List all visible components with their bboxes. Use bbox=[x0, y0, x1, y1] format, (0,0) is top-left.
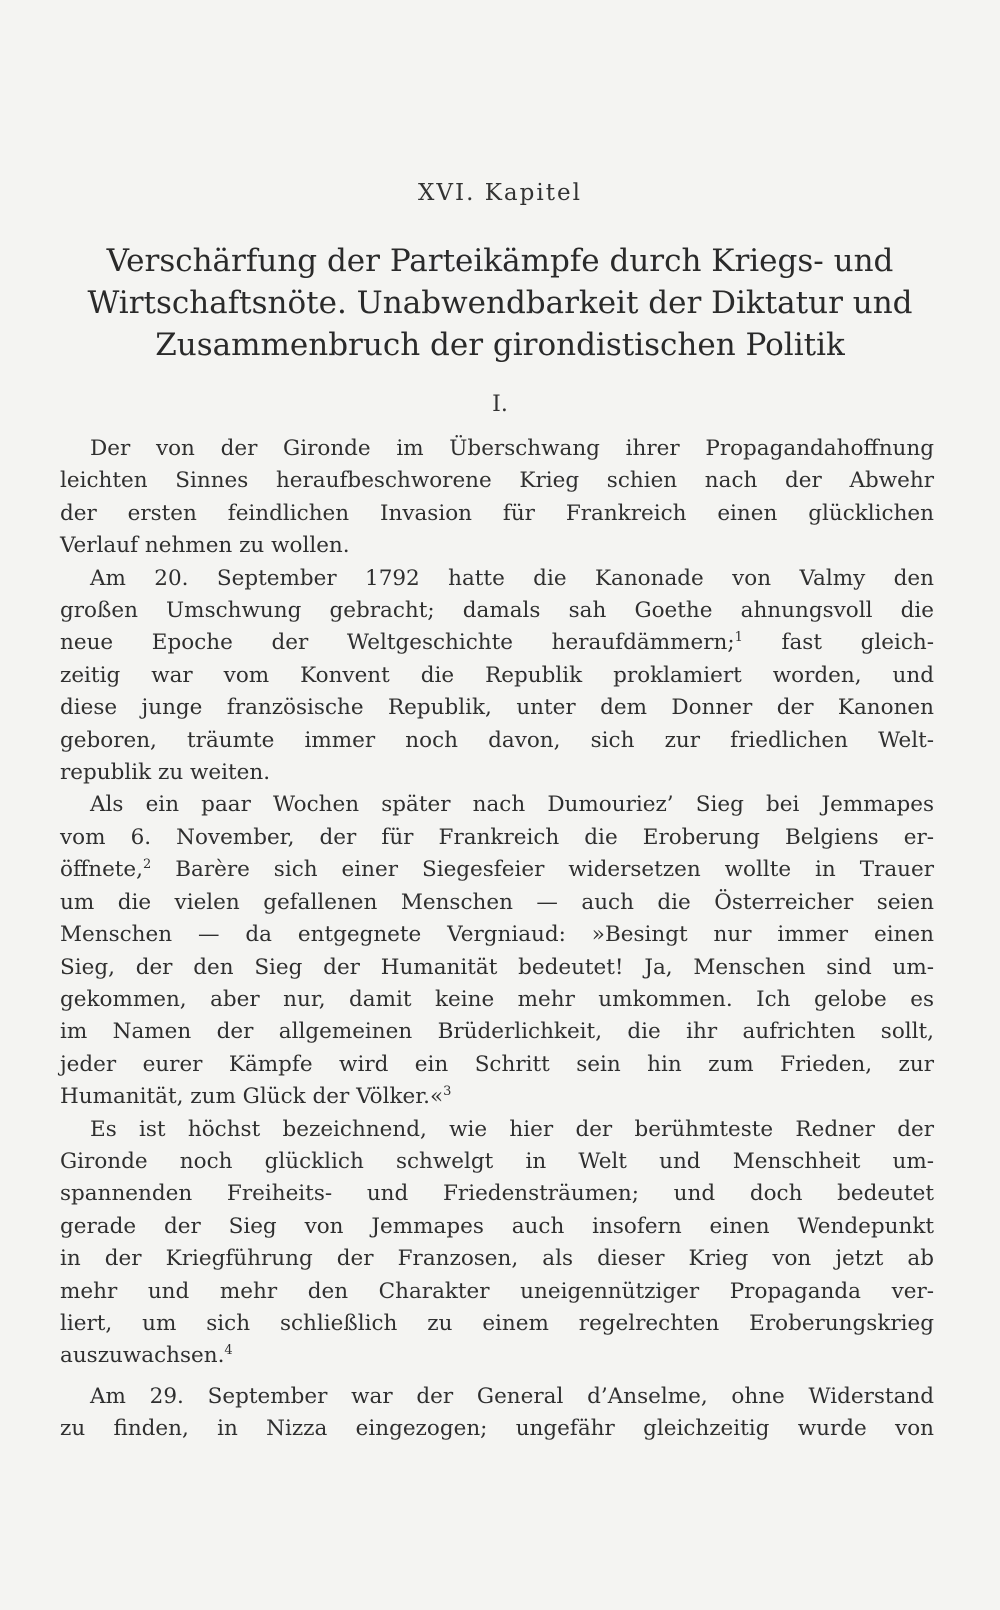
text-segment: auszuwachsen. bbox=[60, 1343, 225, 1369]
chapter-title-line: Zusammenbruch der girondistischen Politik bbox=[155, 327, 845, 363]
text-line bbox=[60, 1340, 934, 1372]
text-segment: neue Epoche der Weltgeschichte heraufdämmern; bbox=[60, 630, 735, 656]
paragraph bbox=[60, 789, 934, 1113]
text-line: mehr und mehr den Charakter uneigennütziger Propaganda ver- bbox=[60, 1278, 934, 1304]
text-line: um die vielen gefallenen Menschen — auch die Österreicher seien bbox=[60, 889, 934, 915]
text-line: Gironde noch glücklich schwelgt in Welt und Menschheit um- bbox=[60, 1148, 934, 1174]
text-line: der ersten feindlichen Invasion für Frankreich einen glücklichen bbox=[60, 500, 934, 526]
text-line: vom 6. November, der für Frankreich die Eroberung Belgiens er- bbox=[60, 824, 934, 850]
text-line: Menschen — da entgegnete Vergniaud: »Besingt nur immer einen bbox=[60, 922, 934, 948]
text-line: zeitig war vom Konvent die Republik proklamiert worden, und bbox=[60, 662, 934, 688]
footnote-marker: 4 bbox=[224, 1343, 233, 1359]
text-segment: fast gleich- bbox=[742, 630, 935, 656]
chapter-label: XVI. Kapitel bbox=[418, 180, 582, 206]
paragraph bbox=[60, 1114, 934, 1373]
text-line: großen Umschwung gebracht; damals sah Goethe ahnungsvoll die bbox=[60, 598, 934, 624]
text-line bbox=[60, 854, 934, 886]
section-numeral: I. bbox=[492, 392, 508, 417]
text-line: jeder eurer Kämpfe wird ein Schritt sein hin zum Frieden, zur bbox=[60, 1051, 934, 1077]
chapter-title-line: Wirtschaftsnöte. Unabwendbarkeit der Diktatur und bbox=[87, 285, 913, 321]
text-line: leichten Sinnes heraufbeschworene Krieg schien nach der Abwehr bbox=[60, 468, 934, 494]
text-line: gekommen, aber nur, damit keine mehr umkommen. Ich gelobe es bbox=[60, 986, 934, 1012]
footnote-marker: 3 bbox=[443, 1083, 452, 1099]
text-segment: Humanität, zum Glück der Völker.« bbox=[60, 1084, 444, 1110]
paragraph bbox=[60, 563, 934, 790]
footnote-marker: 1 bbox=[734, 630, 743, 646]
text-line: Verlauf nehmen zu wollen. bbox=[60, 533, 350, 559]
text-line: Als ein paar Wochen später nach Dumouriez’ Sieg bei Jemmapes bbox=[90, 792, 934, 818]
text-line: Am 20. September 1792 hatte die Kanonade von Valmy den bbox=[90, 565, 934, 591]
text-line bbox=[60, 1081, 934, 1113]
text-line: diese junge französische Republik, unter dem Donner der Kanonen bbox=[60, 695, 934, 721]
footnote-marker: 2 bbox=[143, 857, 152, 873]
chapter-title-line: Verschärfung der Parteikämpfe durch Kriegs- und bbox=[106, 243, 894, 279]
text-line: zu finden, in Nizza eingezogen; ungefähr gleichzeitig wurde von bbox=[60, 1416, 934, 1442]
text-line: Sieg, der den Sieg der Humanität bedeutet! Ja, Menschen sind um- bbox=[60, 954, 934, 980]
text-line: liert, um sich schließlich zu einem regelrechten Eroberungskrieg bbox=[60, 1310, 934, 1336]
text-line: geboren, träumte immer noch davon, sich zur friedlichen Welt- bbox=[60, 727, 934, 753]
body-text bbox=[60, 433, 934, 1446]
text-line: Es ist höchst bezeichnend, wie hier der berühmteste Redner der bbox=[90, 1116, 934, 1142]
text-line: republik zu weiten. bbox=[60, 760, 271, 786]
paragraph bbox=[60, 433, 934, 563]
text-line: Der von der Gironde im Überschwang ihrer Propagandahoffnung bbox=[90, 436, 934, 461]
text-line: gerade der Sieg von Jemmapes auch insofern einen Wendepunkt bbox=[60, 1213, 934, 1239]
text-line: Am 29. September war der General d’Anselme, ohne Widerstand bbox=[90, 1383, 934, 1409]
chapter-title bbox=[76, 240, 924, 366]
text-line bbox=[60, 627, 934, 659]
text-line: in der Kriegführung der Franzosen, als dieser Krieg von jetzt ab bbox=[60, 1246, 934, 1272]
text-line: spannenden Freiheits- und Friedensträumen; und doch bedeutet bbox=[60, 1181, 934, 1207]
text-segment: Barère sich einer Siegesfeier widersetzen wollte in Trauer bbox=[151, 857, 934, 883]
text-segment: öffnete, bbox=[60, 857, 143, 883]
text-line: im Namen der allgemeinen Brüderlichkeit, die ihr aufrichten sollt, bbox=[60, 1019, 934, 1045]
paragraph bbox=[60, 1381, 934, 1446]
